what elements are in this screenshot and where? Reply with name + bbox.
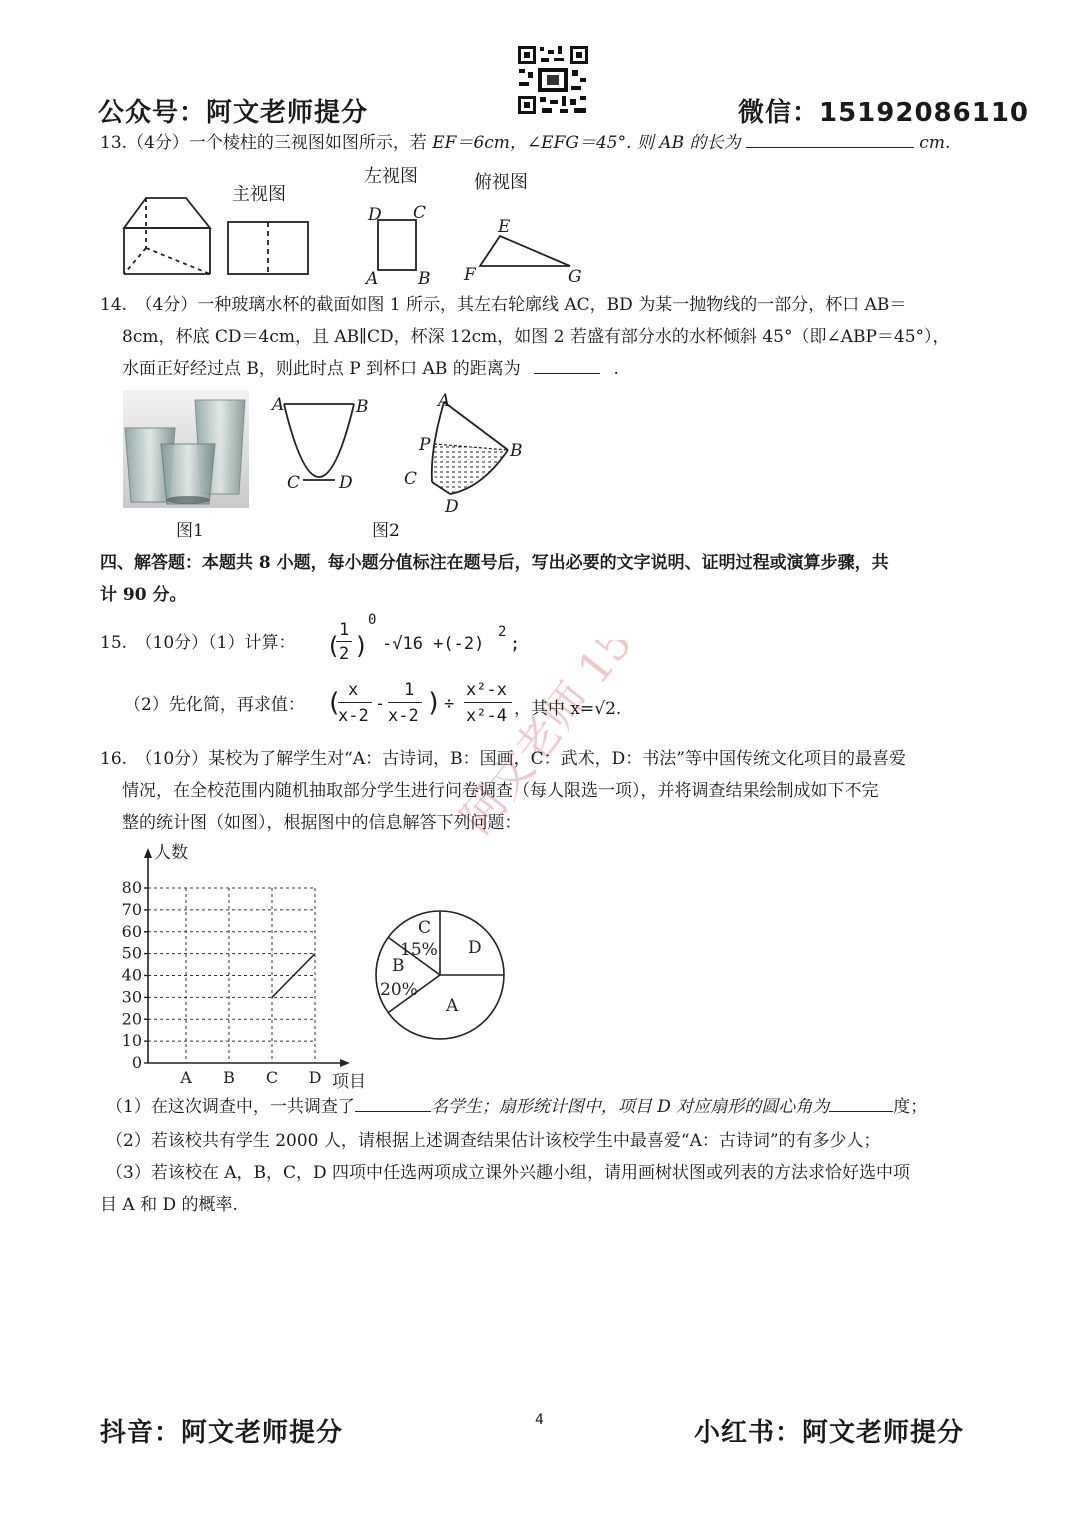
q13-label-E: E [498, 217, 511, 237]
q13-text-a: 13.（4分）一个棱柱的三视图如图所示，若 [100, 133, 427, 153]
y-tick-label: 50 [121, 943, 142, 963]
q14-line2: 8cm，杯底 CD＝4cm，且 AB∥CD，杯深 12cm，如图 2 若盛有部分水的水杯倾斜 45°（即∠ABP＝45°）， [122, 327, 950, 347]
q15-exp2: 2 [498, 624, 507, 640]
qr-code [516, 44, 590, 116]
q13-label-B: B [418, 269, 431, 289]
q14-fig2-label-A: A [438, 391, 451, 411]
left-view-drawing [378, 220, 416, 270]
line-chart-svg [110, 838, 380, 1098]
q14-fig2-caption: 图2 [372, 521, 400, 541]
q14-fig1-label-C: C [287, 473, 301, 493]
section4-line1: 四、解答题：本题共 8 小题，每小题分值标注在题号后，写出必要的文字说明、证明过程或演算步骤，共 [100, 553, 889, 573]
q15-part1-tail: -√16 +(-2) [382, 634, 485, 654]
y-tick-label: 20 [121, 1009, 142, 1029]
pie-chart-svg [360, 900, 520, 1050]
q14-line3-row [122, 354, 619, 384]
q14-fig2-label-C: C [404, 469, 418, 489]
q13-unit: cm. [919, 133, 951, 153]
prism-drawing [124, 198, 210, 274]
q14-fig1-label-D: D [339, 473, 353, 493]
y-tick-label: 70 [121, 899, 142, 919]
q15-frac-den: 2 [339, 644, 350, 664]
q13-label-A: A [366, 269, 379, 289]
pie-label-C: C [418, 918, 432, 938]
q16-sub3a: （3）若该校在 A，B，C，D 四项中任选两项成立课外兴趣小组，请用画树状图或列表的方法求恰好选中项 [106, 1163, 911, 1183]
glass-cups-photo [123, 390, 249, 508]
x-tick-label: D [308, 1068, 322, 1087]
q13-left-view-label: 左视图 [364, 166, 418, 187]
x-axis-title: 项目 [332, 1072, 366, 1092]
q14-line1: 14. （4分）一种玻璃水杯的截面如图 1 所示，其左右轮廓线 AC，BD 为某一抛物线的一部分，杯口 AB＝ [100, 295, 907, 315]
page-number: 4 [535, 1412, 544, 1428]
q15-f2-num: 1 [404, 680, 415, 700]
q16-sub1-c: 度； [893, 1097, 928, 1117]
q14-fig1-caption: 图1 [176, 521, 204, 541]
q13-label-C: C [413, 203, 427, 223]
q14-fig2-label-D: D [445, 497, 459, 517]
q15-frac-num: 1 [339, 620, 350, 640]
section4-line2: 计 90 分。 [100, 585, 187, 605]
q13-label-G: G [568, 267, 582, 287]
q15-f3-den: x²-4 [466, 706, 507, 726]
x-axis-arrow [340, 1059, 350, 1067]
series-line [272, 954, 315, 998]
q15-prefix: 15. （10分）（1）计算： [100, 633, 296, 653]
pie-label-A: A [446, 996, 459, 1016]
q15-f3-num: x²-x [466, 680, 507, 700]
q16-line3: 整的统计图（如图），根据图中的信息解答下列问题： [122, 813, 522, 833]
y-axis-title: 人数 [154, 843, 188, 863]
y-tick-label: 40 [121, 965, 142, 985]
x-tick-label: B [223, 1068, 235, 1087]
q16-sub1 [106, 1092, 927, 1122]
q13-text-b: EF＝6cm，∠EFG＝45°. 则 AB 的长为 [432, 133, 741, 153]
pie-label-D: D [468, 938, 482, 958]
q13-top-view-label: 俯视图 [474, 172, 528, 193]
q14-line3: 水面正好经过点 B，则此时点 P 到杯口 AB 的距离为 [122, 359, 521, 379]
q14-fig2-label-P: P [419, 435, 431, 455]
q16-sub3b: 目 A 和 D 的概率. [100, 1195, 238, 1215]
q16-pie-chart [360, 900, 520, 1050]
q15-condition: ，其中 x=√2. [514, 699, 622, 719]
pie-percent-B: 20% [380, 980, 418, 1000]
q14-end: . [613, 359, 619, 379]
q13-answer-blank[interactable] [746, 130, 914, 148]
q14-fig1-label-A: A [272, 395, 285, 415]
q14-answer-blank[interactable] [534, 356, 600, 374]
q13-text [100, 128, 950, 158]
header-left: 公众号：阿文老师提分 [98, 98, 369, 128]
q13-front-view-label: 主视图 [232, 184, 286, 205]
y-tick-label: 80 [121, 878, 142, 897]
q15-exp0: 0 [368, 612, 377, 628]
y-tick-label: 10 [121, 1031, 142, 1051]
q15-expression-1: ( 1 2 ) 0 -√16 +(-2) 2 ; [326, 612, 521, 664]
q16-sub1-a: （1）在这次调查中，一共调查了 [106, 1097, 355, 1117]
y-tick-label: 30 [121, 987, 142, 1007]
q15-f1-den: x-2 [338, 706, 369, 726]
pie-percent-C: 15% [400, 940, 438, 960]
q15-f1-num: x [348, 680, 359, 700]
q14-fig1-label-B: B [356, 397, 369, 417]
y-tick-label: 0 [131, 1053, 142, 1072]
q16-sub2: （2）若该校共有学生 2000 人，请根据上述调查结果估计该校学生中最喜爱“A：古诗词”的有多少人； [106, 1131, 881, 1151]
q16-sub1-b: 名学生；扇形统计图中，项目 D 对应扇形的圆心角为 [430, 1097, 830, 1117]
q14-fig2-label-B: B [510, 441, 523, 461]
footer-left: 抖音：阿文老师提分 [100, 1418, 344, 1448]
q16-sub1-blank-count[interactable] [355, 1094, 431, 1112]
x-tick-label: A [180, 1068, 192, 1087]
y-axis-arrow [144, 848, 152, 858]
q13-label-F: F [464, 265, 476, 285]
pie-label-B: B [392, 956, 405, 976]
footer-right: 小红书：阿文老师提分 [694, 1418, 965, 1448]
y-tick-label: 60 [121, 921, 142, 941]
q16-line-chart [110, 838, 380, 1098]
q15-expression-2: ( x x-2 - 1 x-2 ) ÷ x²-x x²-4 ，其中 x=√2. [326, 680, 622, 726]
top-view-drawing [480, 236, 570, 266]
q15-part2-prefix: （2）先化简，再求值： [124, 695, 305, 715]
header-right: 微信：15192086110 [738, 98, 1029, 128]
q16-sub1-blank-angle[interactable] [829, 1094, 893, 1112]
x-tick-label: C [265, 1068, 279, 1087]
q13-label-D: D [368, 205, 382, 225]
q15-semi: ; [510, 634, 521, 654]
q16-line2: 情况，在全校范围内随机抽取部分学生进行问卷调查（每人限选一项），并将调查结果绘制成如下不完 [122, 781, 879, 801]
q16-line1: 16. （10分）某校为了解学生对“A：古诗词，B：国画，C：武术，D：书法”等中国传统文化项目的最喜爱 [100, 749, 906, 769]
front-view-drawing [228, 222, 308, 274]
q15-f2-den: x-2 [388, 706, 419, 726]
